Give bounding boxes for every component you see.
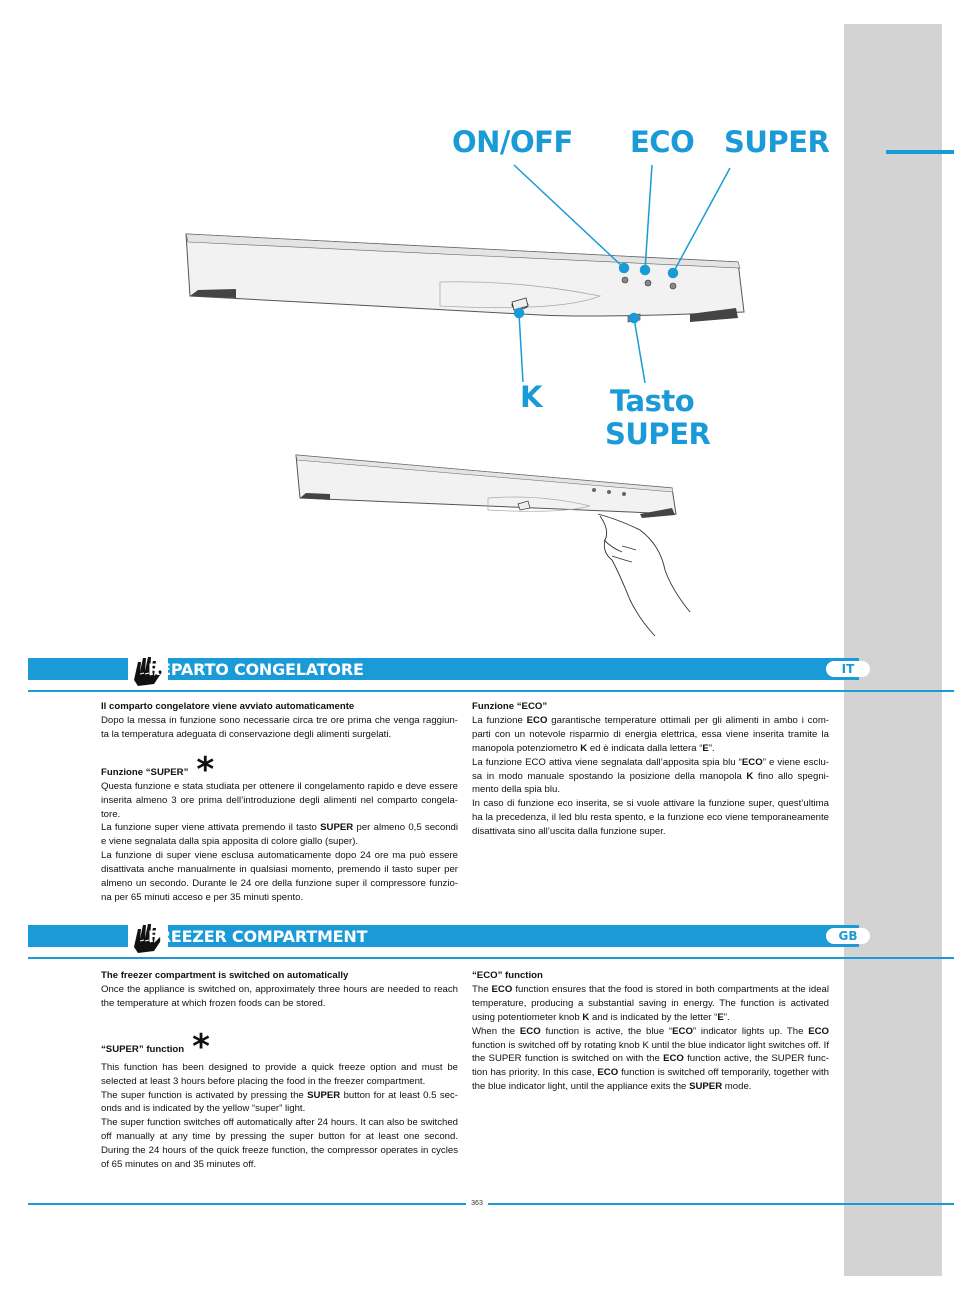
control-panel-illustration [186, 234, 744, 322]
section-title: REPARTO CONGELATORE [148, 660, 364, 679]
footer-rule [28, 1203, 954, 1205]
eco-label: ECO [630, 125, 695, 159]
gb-left-column [101, 969, 458, 1172]
paragraph: Dopo la messa in funzione sono necessarie circa tre ore prima che venga raggiun-ta la temperatura adeguata di conservazione degli alimenti surgelati. [101, 714, 458, 740]
paragraph: La funzione di super viene esclusa automaticamente dopo 24 ore ma può essere disattivata anche manualmente in qualsiasi momento, premendo il tasto super per almeno un secondo. Durante le 24 ore della funzione super il compressore funzio-na per 65 minuti acceso e per 35 minuti spento. [101, 850, 458, 903]
heading: Funzione “ECO” [472, 701, 548, 712]
k-label: K [520, 380, 542, 414]
paragraph: The super function is activated by pressing the SUPER button for at least 0.5 sec-onds and is indicated by the yellow “super” light. [101, 1089, 459, 1115]
sidebar-accent-line [886, 150, 954, 154]
tasto-label: Tasto [610, 384, 695, 418]
paragraph: In caso di funzione eco inserita, se si vuole attivare la funzione super, quest’ultima ha la precedenza, il led blu resta spento, e la funzione eco viene temporaneamente disattivata sino all’uscita dalla funzione super. [472, 798, 829, 838]
section-rule [28, 690, 954, 692]
paragraph: Once the appliance is switched on, approximately three hours are needed to reach the temperature at which frozen foods can be stored. [101, 983, 458, 1009]
super-label: SUPER [724, 125, 830, 159]
asterisk-icon: * [192, 1026, 210, 1067]
on-off-label: ON/OFF [452, 125, 573, 159]
paragraph: The ECO function ensures that the food is stored in both compartments at the ideal temperature, producing a substantial saving in energy. The function is activated using potentiometer knob K and is indicated by the letter “E”. [472, 983, 830, 1023]
language-badge: GB [826, 928, 870, 944]
page-number: 363 [466, 1200, 488, 1208]
heading: Il comparto congelatore viene avviato automaticamente [101, 701, 355, 712]
section-header-gb [28, 925, 859, 947]
heading: “SUPER” function [101, 1043, 185, 1055]
asterisk-icon: * [196, 749, 215, 790]
section-rule [28, 957, 954, 959]
paragraph: La funzione ECO garantische temperature ottimali per gli alimenti in ambo i com-parti con un notevole risparmio di energia elettrica, essa viene inserita tramite la manopola potenziometro K ed è indicata dalla lettera “E”. [472, 714, 830, 754]
gb-right-column [472, 969, 829, 1094]
it-right-column [472, 700, 829, 839]
super-button-press-illustration [296, 455, 690, 636]
control-panel-diagram [0, 0, 844, 660]
tasto-super-label: SUPER [605, 417, 711, 451]
it-left-column [101, 700, 458, 905]
section-header-it [28, 658, 859, 680]
paragraph: When the ECO function is active, the blue “ECO” indicator lights up. The ECO function is switched off by rotating knob K until the blue indicator light switches off. If the SUPER function is switched on with the ECO function active, the SUPER func-tion has priority. In this case, ECO function is switched off temporarily, together with the blue indicator light, until the appliance exits the SUPER mode. [472, 1025, 830, 1093]
paragraph: La funzione super viene attivata premendo il tasto SUPER per almeno 0,5 secondi e viene segnalata dalla spia apposita di colore giallo (super). [101, 822, 458, 848]
paragraph: Questa funzione e stata studiata per ottenere il congelamento rapido e deve essere inserita almeno 3 ore prima dell’introduzione degli alimenti nel comparto congela-tore. [101, 780, 458, 820]
heading: “ECO” function [472, 970, 543, 981]
language-badge: IT [826, 661, 870, 677]
heading: Funzione “SUPER” [101, 766, 189, 778]
paragraph: La funzione ECO attiva viene segnalata dall’apposita spia blu “ECO” e viene esclu-sa in modo manuale spostando la posizione della manopola K fino allo spegni-mento della spia blu. [472, 756, 829, 796]
heading: The freezer compartment is switched on automatically [101, 970, 349, 981]
paragraph: This function has been designed to provide a quick freeze option and must be selected at least 3 hours before placing the food in the freezer compartment. [101, 1061, 458, 1087]
section-title: FREEZER COMPARTMENT [148, 927, 368, 946]
paragraph: The super function switches off automatically after 24 hours. It can also be switched off manually at any time by pressing the super button for at least one second. During the 24 hours of the quick freeze function, the compressor operates in cycles of 65 minutes on and 35 minutes off. [101, 1117, 458, 1171]
right-sidebar [844, 24, 942, 1276]
